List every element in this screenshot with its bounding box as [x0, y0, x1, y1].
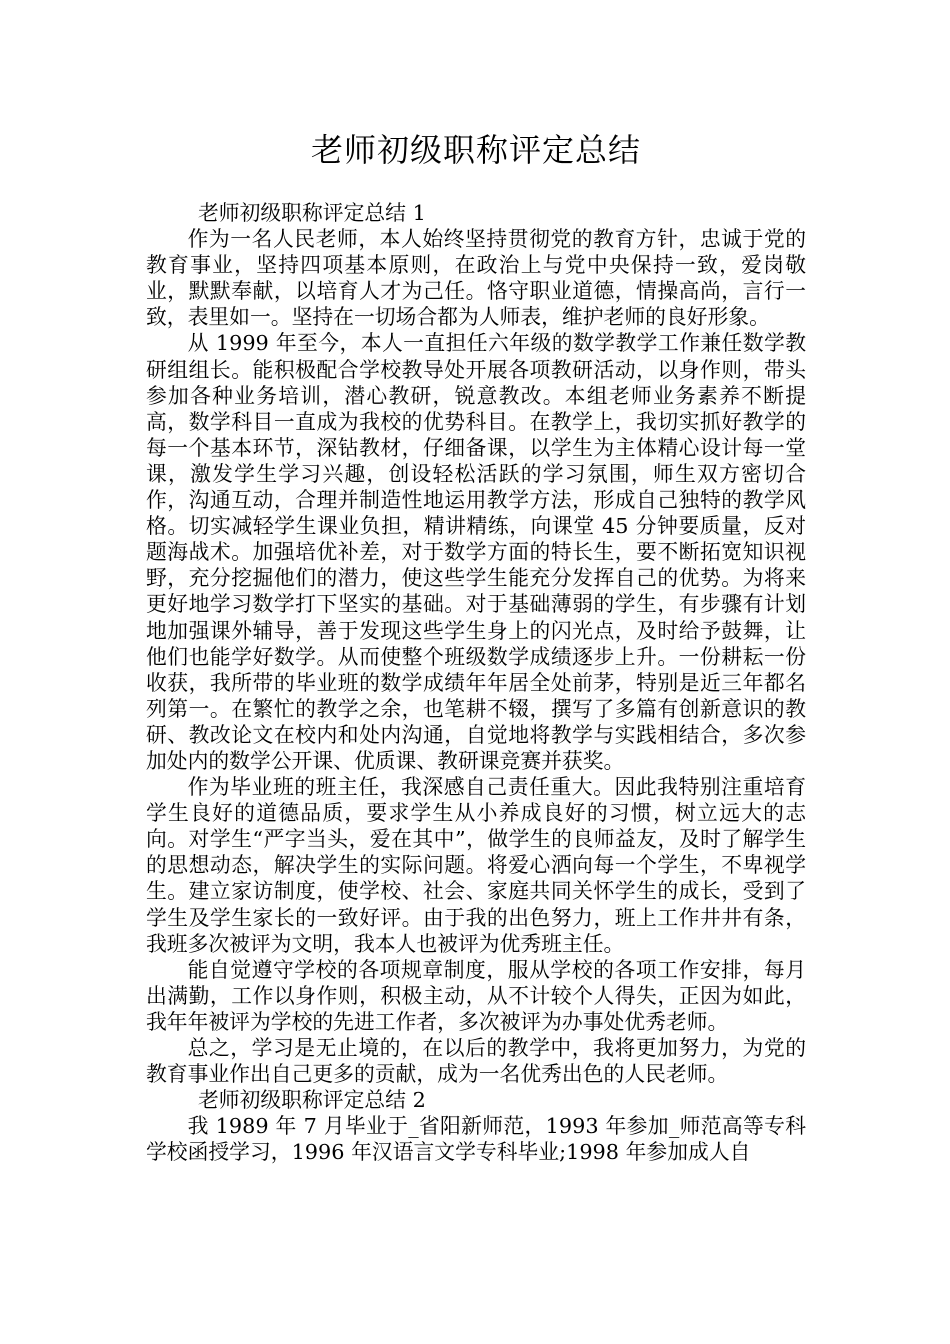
- section-heading-2: 老师初级职称评定总结 2: [198, 1088, 426, 1113]
- document-page: [146, 128, 806, 1165]
- paragraph: 作为毕业班的班主任，我深感自己责任重大。因此我特别注重培育学生良好的道德品质，要求学生从小养成良好的习惯，树立远大的志向。对学生“严字当头，爱在其中”，做学生的良师益友，及时了解学生的思想动态，解决学生的实际问题。将爱心洒向每一个学生，不卑视学生。建立家访制度，使学校、社会、家庭共同关怀学生的成长，受到了学生及学生家长的一致好评。由于我的出色努力，班上工作井井有条，我班多次被评为文明，我本人也被评为优秀班主任。: [146, 775, 806, 956]
- section-heading-1: 老师初级职称评定总结 1: [198, 201, 426, 225]
- paragraph: 从 1999 年至今，本人一直担任六年级的数学教学工作兼任数学教研组组长。能积极配合学校教导处开展各项教研活动，以身作则，带头参加各种业务培训，潜心教研，锐意教改。本组老师业务素养不断提高，数学科目一直成为我校的优势科目。在教学上，我切实抓好教学的每一个基本环节，深钻教材，仔细备课，以学生为主体精心设计每一堂课，激发学生学习兴趣，创设轻松活跃的学习氛围，师生双方密切合作，沟通互动，合理并制造性地运用教学方法，形成自己独特的教学风格。切实减轻学生课业负担，精讲精练，向课堂 45 分钟要质量，反对题海战术。加强培优补差，对于数学方面的特长生，要不断拓宽知识视野，充分挖掘他们的潜力，使这些学生能充分发挥自己的优势。为将来更好地学习数学打下坚实的基础。对于基础薄弱的学生，有步骤有计划地加强课外辅导，善于发现这些学生身上的闪光点，及时给予鼓舞，让他们也能学好数学。从而使整个班级数学成绩逐步上升。一份耕耘一份收获，我所带的毕业班的数学成绩年年居全处前茅，特别是近三年都名列第一。在繁忙的教学之余，也笔耕不辍，撰写了多篇有创新意识的教研、教改论文在校内和处内沟通，自觉地将教学与实践相结合，多次参加处内的数学公开课、优质课、教研课竞赛并获奖。: [146, 331, 806, 773]
- document-title: 老师初级职称评定总结: [310, 131, 641, 169]
- paragraph: 作为一名人民老师，本人始终坚持贯彻党的教育方针，忠诚于党的教育事业，坚持四项基本原则，在政治上与党中央保持一致，爱岗敬业，默默奉献，以培育人才为己任。恪守职业道德，情操高尚，言行一致，表里如一。坚持在一切场合都为人师表，维护老师的良好形象。: [146, 227, 806, 330]
- paragraph: 总之，学习是无止境的，在以后的教学中，我将更加努力，为党的教育事业作出自己更多的贡献，成为一名优秀出色的人民老师。: [146, 1036, 806, 1087]
- paragraph: 能自觉遵守学校的各项规章制度，服从学校的各项工作安排，每月出满勤，工作以身作则，积极主动，从不计较个人得失，正因为如此，我年年被评为学校的先进工作者，多次被评为办事处优秀老师。: [146, 957, 806, 1034]
- document-body: [146, 200, 806, 1165]
- paragraph: 我 1989 年 7 月毕业于_省阳新师范，1993 年参加_师范高等专科学校函授学习，1996 年汉语言文学专科毕业;1998 年参加成人自: [146, 1114, 806, 1165]
